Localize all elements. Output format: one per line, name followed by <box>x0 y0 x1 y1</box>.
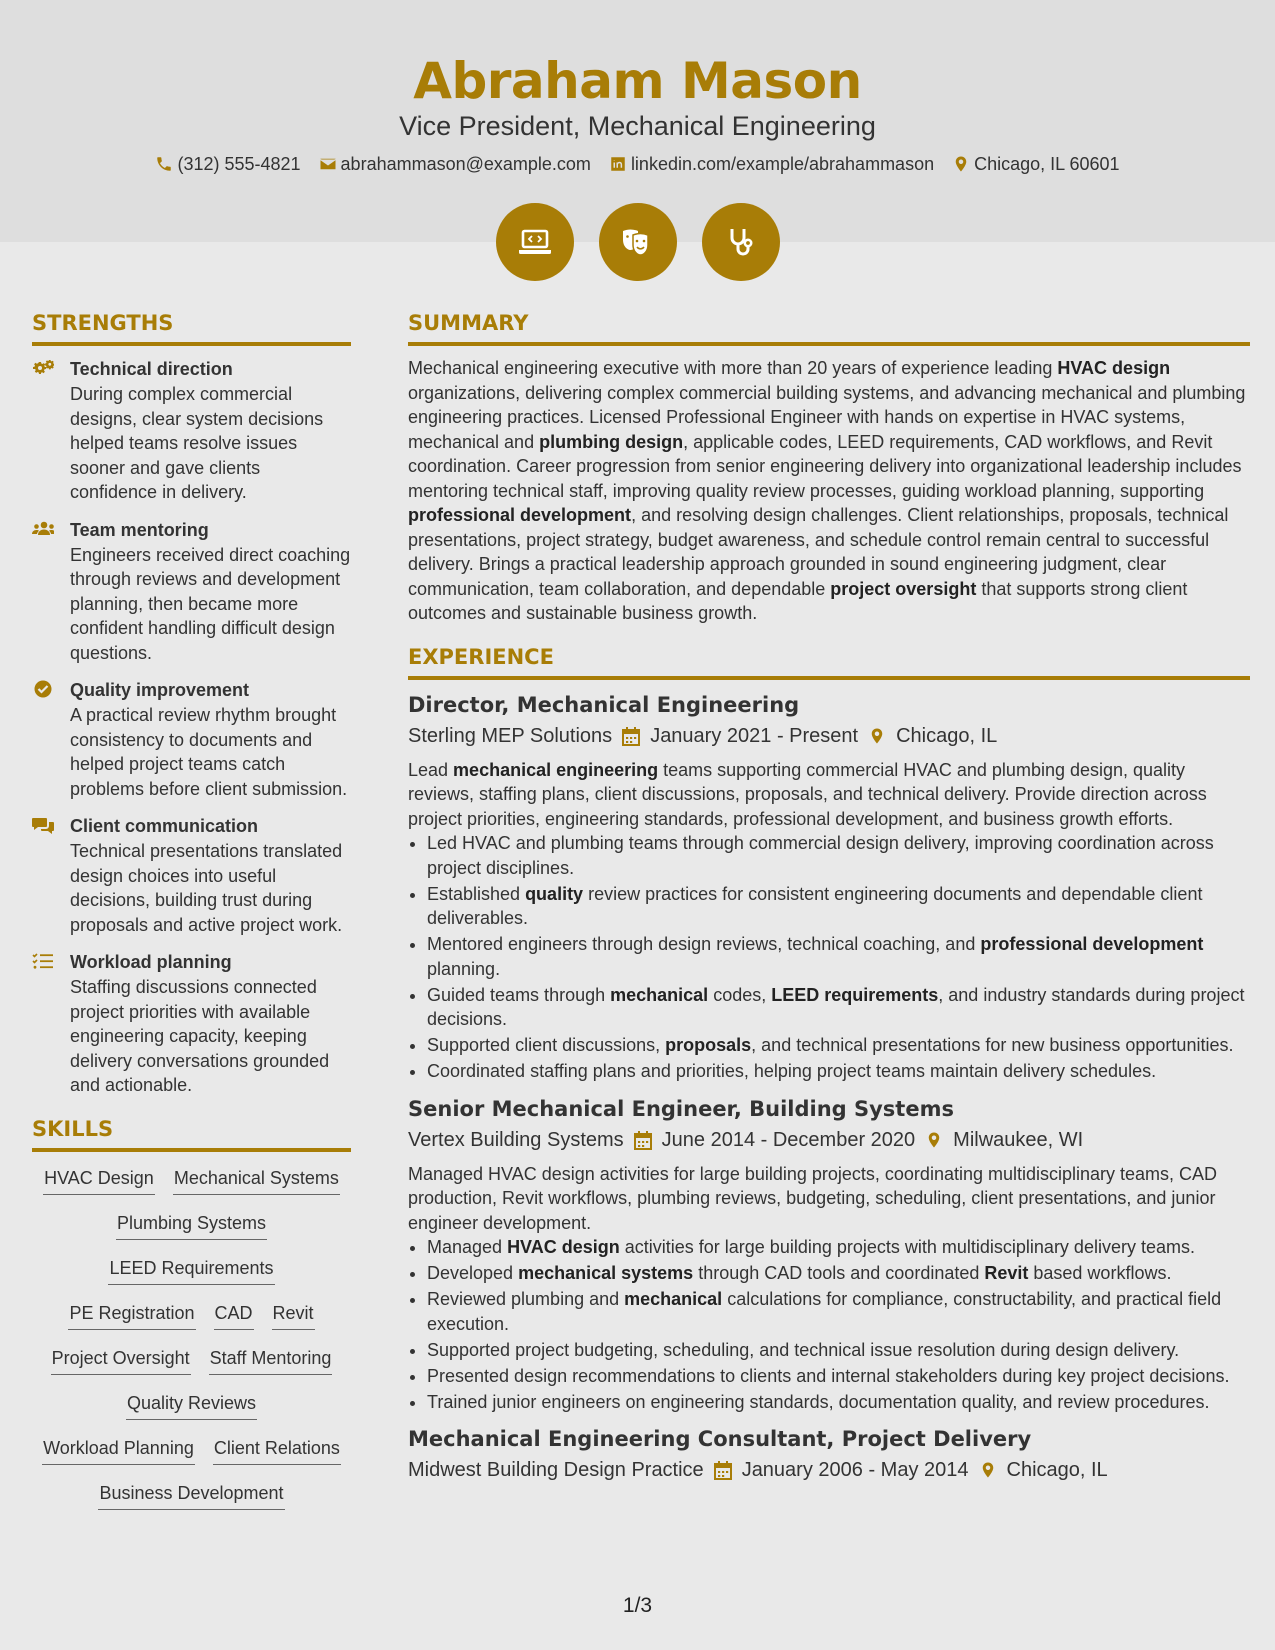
strength-desc: A practical review rhythm brought consistency to documents and helped project teams catch problems before client submission. <box>70 705 348 799</box>
bullet-item <box>427 831 1250 880</box>
bold-text: HVAC design <box>1057 358 1171 378</box>
email-text: abrahammason@example.com <box>340 154 591 174</box>
strengths-list <box>32 356 351 1098</box>
linkedin-icon <box>609 155 627 173</box>
text-run: calculations for compliance, constructability, and practical field execution. <box>427 1289 1222 1334</box>
right-column <box>408 308 1250 1492</box>
strength-title: Client communication <box>70 816 259 836</box>
skill-tag: Plumbing Systems <box>116 1209 267 1240</box>
calendar-icon <box>622 726 640 746</box>
bullet-item <box>427 932 1250 981</box>
job-dates-wrap <box>634 1124 916 1156</box>
skill-tag: Staff Mentoring <box>209 1344 333 1375</box>
contact-email[interactable] <box>319 150 591 178</box>
laptop-code-icon <box>515 222 555 262</box>
bullet-item <box>427 1261 1250 1286</box>
job-dates-wrap <box>622 720 858 752</box>
summary-text <box>408 356 1250 626</box>
skill-tag: Quality Reviews <box>126 1389 257 1420</box>
bold-text: plumbing design <box>539 431 684 452</box>
job-location-wrap <box>868 720 997 752</box>
skill-tag: Mechanical Systems <box>173 1164 340 1195</box>
text-run: Led HVAC and plumbing teams through commercial design delivery, improving coordination across project disciplines. <box>427 833 1214 878</box>
contact-bar <box>0 150 1275 178</box>
bold-text: LEED requirements <box>771 984 939 1005</box>
bullet-item <box>427 1364 1250 1389</box>
bold-text: project oversight <box>830 578 977 599</box>
text-run: Supported client discussions, <box>427 1035 666 1055</box>
map-pin-icon <box>952 155 970 173</box>
interest-circle <box>702 203 780 281</box>
strength-body <box>70 356 351 505</box>
interest-circle <box>599 203 677 281</box>
text-run: Managed HVAC design activities for large building projects, coordinating multidisciplinary teams, CAD production, Revit workflows, plumbing reviews, budgeting, scheduling, client presentations, and junior engineer development. <box>408 1163 1218 1233</box>
job-dates: January 2006 - May 2014 <box>741 1459 969 1481</box>
job-title: Director, Mechanical Engineering <box>408 692 800 717</box>
text-run: activities for large building projects with multidisciplinary delivery teams. <box>619 1237 1195 1257</box>
job-bullets <box>408 1235 1250 1414</box>
theater-masks-icon <box>618 222 658 262</box>
job-description <box>408 758 1250 832</box>
job-entry <box>408 1094 1250 1415</box>
bold-text: mechanical engineering <box>453 759 659 780</box>
job-company: Sterling MEP Solutions <box>408 724 613 747</box>
strength-desc: Technical presentations translated design choices into useful decisions, building trust during proposals and active project work. <box>70 841 343 935</box>
bold-text: professional development <box>408 505 632 525</box>
strength-body <box>70 677 351 801</box>
bold-text: Revit <box>984 1263 1029 1283</box>
strength-item <box>32 356 351 505</box>
job-title: Mechanical Engineering Consultant, Project Delivery <box>408 1427 1032 1451</box>
job-location-wrap <box>979 1454 1108 1486</box>
strength-icon-wrap <box>32 949 56 1098</box>
list-check-icon <box>32 952 54 970</box>
strength-title: Team mentoring <box>70 519 209 540</box>
experience-heading: EXPERIENCE <box>408 642 1250 680</box>
skill-tag: Project Oversight <box>51 1344 191 1375</box>
job-meta <box>408 720 1250 752</box>
job-location: Chicago, IL <box>1006 1459 1108 1481</box>
text-run: that supports strong client outcomes and sustainable business growth. <box>408 578 1188 623</box>
calendar-icon <box>634 1130 652 1150</box>
check-circle-icon <box>32 680 54 698</box>
bold-text: professional development <box>980 934 1204 954</box>
skill-tag: PE Registration <box>68 1299 195 1330</box>
text-run: Coordinated staffing plans and priorities, helping project teams maintain delivery schedules. <box>427 1061 1157 1081</box>
skill-tag: HVAC Design <box>43 1164 155 1195</box>
strength-body <box>70 949 351 1098</box>
strength-item <box>32 949 351 1098</box>
bold-text: HVAC design <box>507 1237 620 1257</box>
strength-title: Quality improvement <box>70 680 250 700</box>
interest-circle <box>496 203 574 281</box>
text-run: review practices for consistent engineering documents and dependable client deliverables. <box>427 883 1203 928</box>
experience-list <box>408 690 1250 1487</box>
bullet-item <box>427 1059 1250 1084</box>
job-entry <box>408 1424 1250 1486</box>
bold-text: mechanical systems <box>518 1263 694 1283</box>
contact-location <box>952 150 1119 178</box>
bold-text: quality <box>525 883 584 904</box>
bold-text: mechanical <box>610 984 709 1005</box>
calendar-icon <box>714 1460 732 1480</box>
interest-icons <box>496 203 780 281</box>
left-column <box>32 308 351 1524</box>
strength-body <box>70 517 351 666</box>
text-run: Managed <box>427 1237 508 1257</box>
bullet-item <box>427 1287 1250 1336</box>
text-run: Developed <box>427 1263 519 1283</box>
summary-heading: SUMMARY <box>408 308 1250 346</box>
bullet-item <box>427 882 1250 931</box>
text-run: Established <box>427 883 526 904</box>
skill-tag: Business Development <box>98 1479 284 1510</box>
map-pin-icon <box>979 1460 997 1480</box>
map-pin-icon <box>925 1130 943 1150</box>
bold-text: proposals <box>665 1035 752 1055</box>
strengths-heading: STRENGTHS <box>32 308 351 346</box>
text-run: planning. <box>427 958 501 979</box>
text-run: organizations, delivering complex commercial building systems, and advancing mechanical and plumbing engineering practices. Licensed Professional Engineer with hands on expertise in HVAC systems, mechanical and <box>408 382 1246 452</box>
skill-tag: Client Relations <box>213 1434 341 1465</box>
job-dates: June 2014 - December 2020 <box>661 1128 916 1151</box>
text-run: codes, <box>708 984 772 1005</box>
text-run: Mechanical engineering executive with more than 20 years of experience leading <box>408 358 1058 378</box>
contact-phone[interactable] <box>155 150 300 178</box>
map-pin-icon <box>868 726 886 746</box>
page-indicator: 1/3 <box>622 1594 653 1617</box>
strength-item <box>32 677 351 801</box>
candidate-name: Abraham Mason <box>413 52 862 110</box>
bullet-item <box>427 983 1250 1032</box>
bullet-item <box>427 1338 1250 1363</box>
text-run: , and resolving design challenges. Client relationships, proposals, technical presentations, project strategy, budget awareness, and schedule control remain central to successful delivery. Brings a practical leadership approach grounded in sound engineering judgment, clear communication, team collaboration, and dependable <box>408 505 1229 599</box>
comments-icon <box>32 816 54 834</box>
skill-tag: Revit <box>272 1299 315 1330</box>
job-entry <box>408 690 1250 1084</box>
bullet-item <box>427 1235 1250 1260</box>
bullet-item <box>427 1033 1250 1058</box>
strength-item <box>32 517 351 666</box>
bold-text: mechanical <box>624 1289 723 1309</box>
text-run: Mentored engineers through design reviews, technical coaching, and <box>427 934 981 954</box>
job-dates: January 2021 - Present <box>650 724 859 747</box>
strength-desc: Engineers received direct coaching through reviews and development planning, then became more confident handling difficult design questions. <box>70 544 351 663</box>
job-company: Vertex Building Systems <box>408 1128 624 1151</box>
text-run: through CAD tools and coordinated <box>693 1263 985 1283</box>
strength-item <box>32 813 351 937</box>
skill-tag: LEED Requirements <box>108 1254 274 1285</box>
text-run: Trained junior engineers on engineering standards, documentation quality, and review procedures. <box>427 1391 1210 1412</box>
envelope-icon <box>319 155 337 173</box>
candidate-title: Vice President, Mechanical Engineering <box>399 111 876 141</box>
text-run: Guided teams through <box>427 984 611 1005</box>
job-location: Chicago, IL <box>896 724 998 747</box>
strength-icon-wrap <box>32 517 56 666</box>
stethoscope-icon <box>721 222 761 262</box>
text-run: , and technical presentations for new business opportunities. <box>751 1035 1234 1055</box>
location-text: Chicago, IL 60601 <box>974 154 1120 174</box>
job-company: Midwest Building Design Practice <box>408 1459 704 1481</box>
skills-list <box>32 1162 351 1524</box>
strength-title: Technical direction <box>70 359 233 379</box>
text-run: Supported project budgeting, scheduling, and technical issue resolution during design delivery. <box>427 1339 1180 1360</box>
users-icon <box>32 520 54 538</box>
text-run: Presented design recommendations to clients and internal stakeholders during key project decisions. <box>427 1365 1230 1386</box>
strength-title: Workload planning <box>70 952 232 972</box>
text-run: based workflows. <box>1028 1263 1172 1283</box>
strength-icon-wrap <box>32 813 56 937</box>
job-bullets <box>408 831 1250 1084</box>
job-meta <box>408 1124 1250 1156</box>
gears-icon <box>32 359 54 377</box>
contact-linkedin[interactable] <box>609 150 934 178</box>
linkedin-text: linkedin.com/example/abrahammason <box>630 154 935 174</box>
text-run: , and industry standards during project decisions. <box>427 984 1245 1029</box>
phone-text: (312) 555-4821 <box>177 154 301 174</box>
text-run: Lead <box>408 759 454 780</box>
bullet-item <box>427 1390 1250 1415</box>
text-run: teams supporting commercial HVAC and plumbing design, quality reviews, staffing plans, client discussions, proposals, and technical delivery. Provide direction across project priorities, engineering standards, professional development, and business growth efforts. <box>408 759 1207 829</box>
strength-desc: Staffing discussions connected project priorities with available engineering capacity, keeping delivery conversations grounded and actionable. <box>70 977 330 1095</box>
phone-icon <box>155 155 173 173</box>
strength-icon-wrap <box>32 356 56 505</box>
job-meta <box>408 1454 1250 1486</box>
skill-tag: CAD <box>214 1299 254 1330</box>
text-run: , applicable codes, LEED requirements, CAD workflows, and Revit coordination. Career progression from senior engineering delivery into organizational leadership includes mentoring technical staff, improving quality review processes, guiding workload planning, supporting <box>408 431 1242 501</box>
job-description <box>408 1162 1250 1236</box>
skills-heading: SKILLS <box>32 1114 351 1152</box>
skill-tag: Workload Planning <box>42 1434 195 1465</box>
text-run: Reviewed plumbing and <box>427 1289 625 1309</box>
strength-body <box>70 813 351 937</box>
job-title: Senior Mechanical Engineer, Building Systems <box>408 1096 954 1121</box>
strength-desc: During complex commercial designs, clear system decisions helped teams resolve issues sooner and gave clients confidence in delivery. <box>70 384 324 502</box>
strength-icon-wrap <box>32 677 56 801</box>
job-location: Milwaukee, WI <box>953 1128 1084 1151</box>
job-dates-wrap <box>714 1454 969 1486</box>
job-location-wrap <box>925 1124 1083 1156</box>
